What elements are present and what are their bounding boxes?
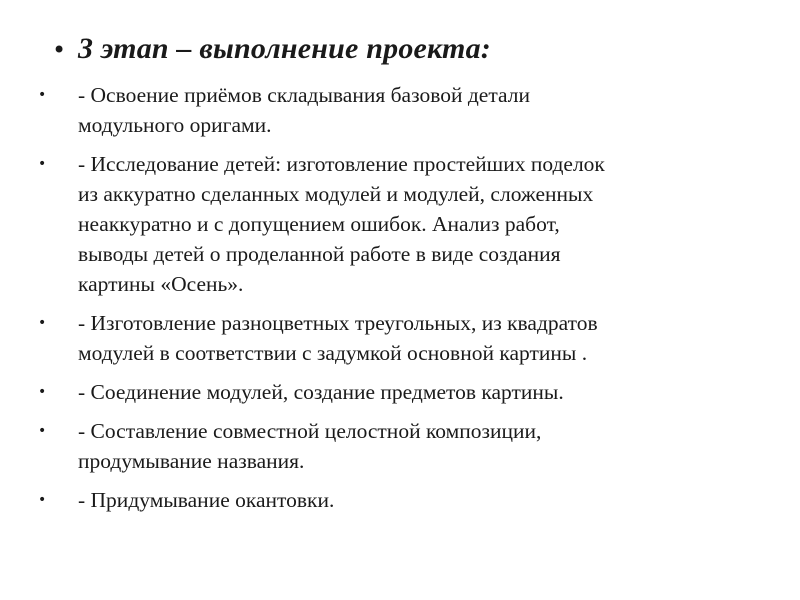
list-item-line: - Освоение приёмов складывания базовой детали: [78, 83, 530, 107]
list-item-text: [78, 416, 541, 476]
list-item: [38, 416, 758, 476]
list-item-line: модульного оригами.: [78, 113, 272, 137]
list-item-text: [78, 80, 530, 140]
list-item-line: продумывание названия.: [78, 449, 305, 473]
list-item: [38, 149, 758, 299]
bullet-icon: •: [38, 87, 47, 103]
bullet-icon: •: [38, 423, 47, 439]
slide-title: 3 этап – выполнение проекта:: [78, 32, 491, 65]
list-item-line: - Придумывание окантовки.: [78, 488, 335, 512]
list-item-line: - Составление совместной целостной композиции,: [78, 419, 542, 443]
list-item: [38, 308, 758, 368]
list-item: [38, 80, 758, 140]
list-item-line: - Соединение модулей, создание предметов картины.: [78, 380, 564, 404]
list-item-text: [78, 485, 334, 515]
bullet-icon: •: [38, 156, 47, 172]
bullet-icon: •: [38, 492, 47, 508]
list-item-text: [78, 149, 605, 299]
list-item: [38, 377, 758, 407]
bullet-icon: •: [38, 384, 47, 400]
list-item-text: [78, 377, 564, 407]
bullet-icon: •: [38, 315, 47, 331]
list-item-line: неаккуратно и с допущением ошибок. Анализ работ,: [78, 212, 560, 236]
list-item-line: - Исследование детей: изготовление простейших поделок: [78, 152, 605, 176]
list-item-line: - Изготовление разноцветных треугольных, из квадратов: [78, 311, 598, 335]
list-item-text: [78, 308, 598, 368]
list-item: [38, 485, 758, 515]
list-item-line: картины «Осень».: [78, 272, 244, 296]
bullet-icon: •: [52, 36, 67, 64]
bullet-list: [38, 80, 758, 524]
list-item-line: из аккуратно сделанных модулей и модулей, сложенных: [78, 182, 594, 206]
slide-heading-row: [52, 32, 491, 66]
list-item-line: выводы детей о проделанной работе в виде создания: [78, 242, 561, 266]
list-item-line: модулей в соответствии с задумкой основной картины .: [78, 341, 588, 365]
